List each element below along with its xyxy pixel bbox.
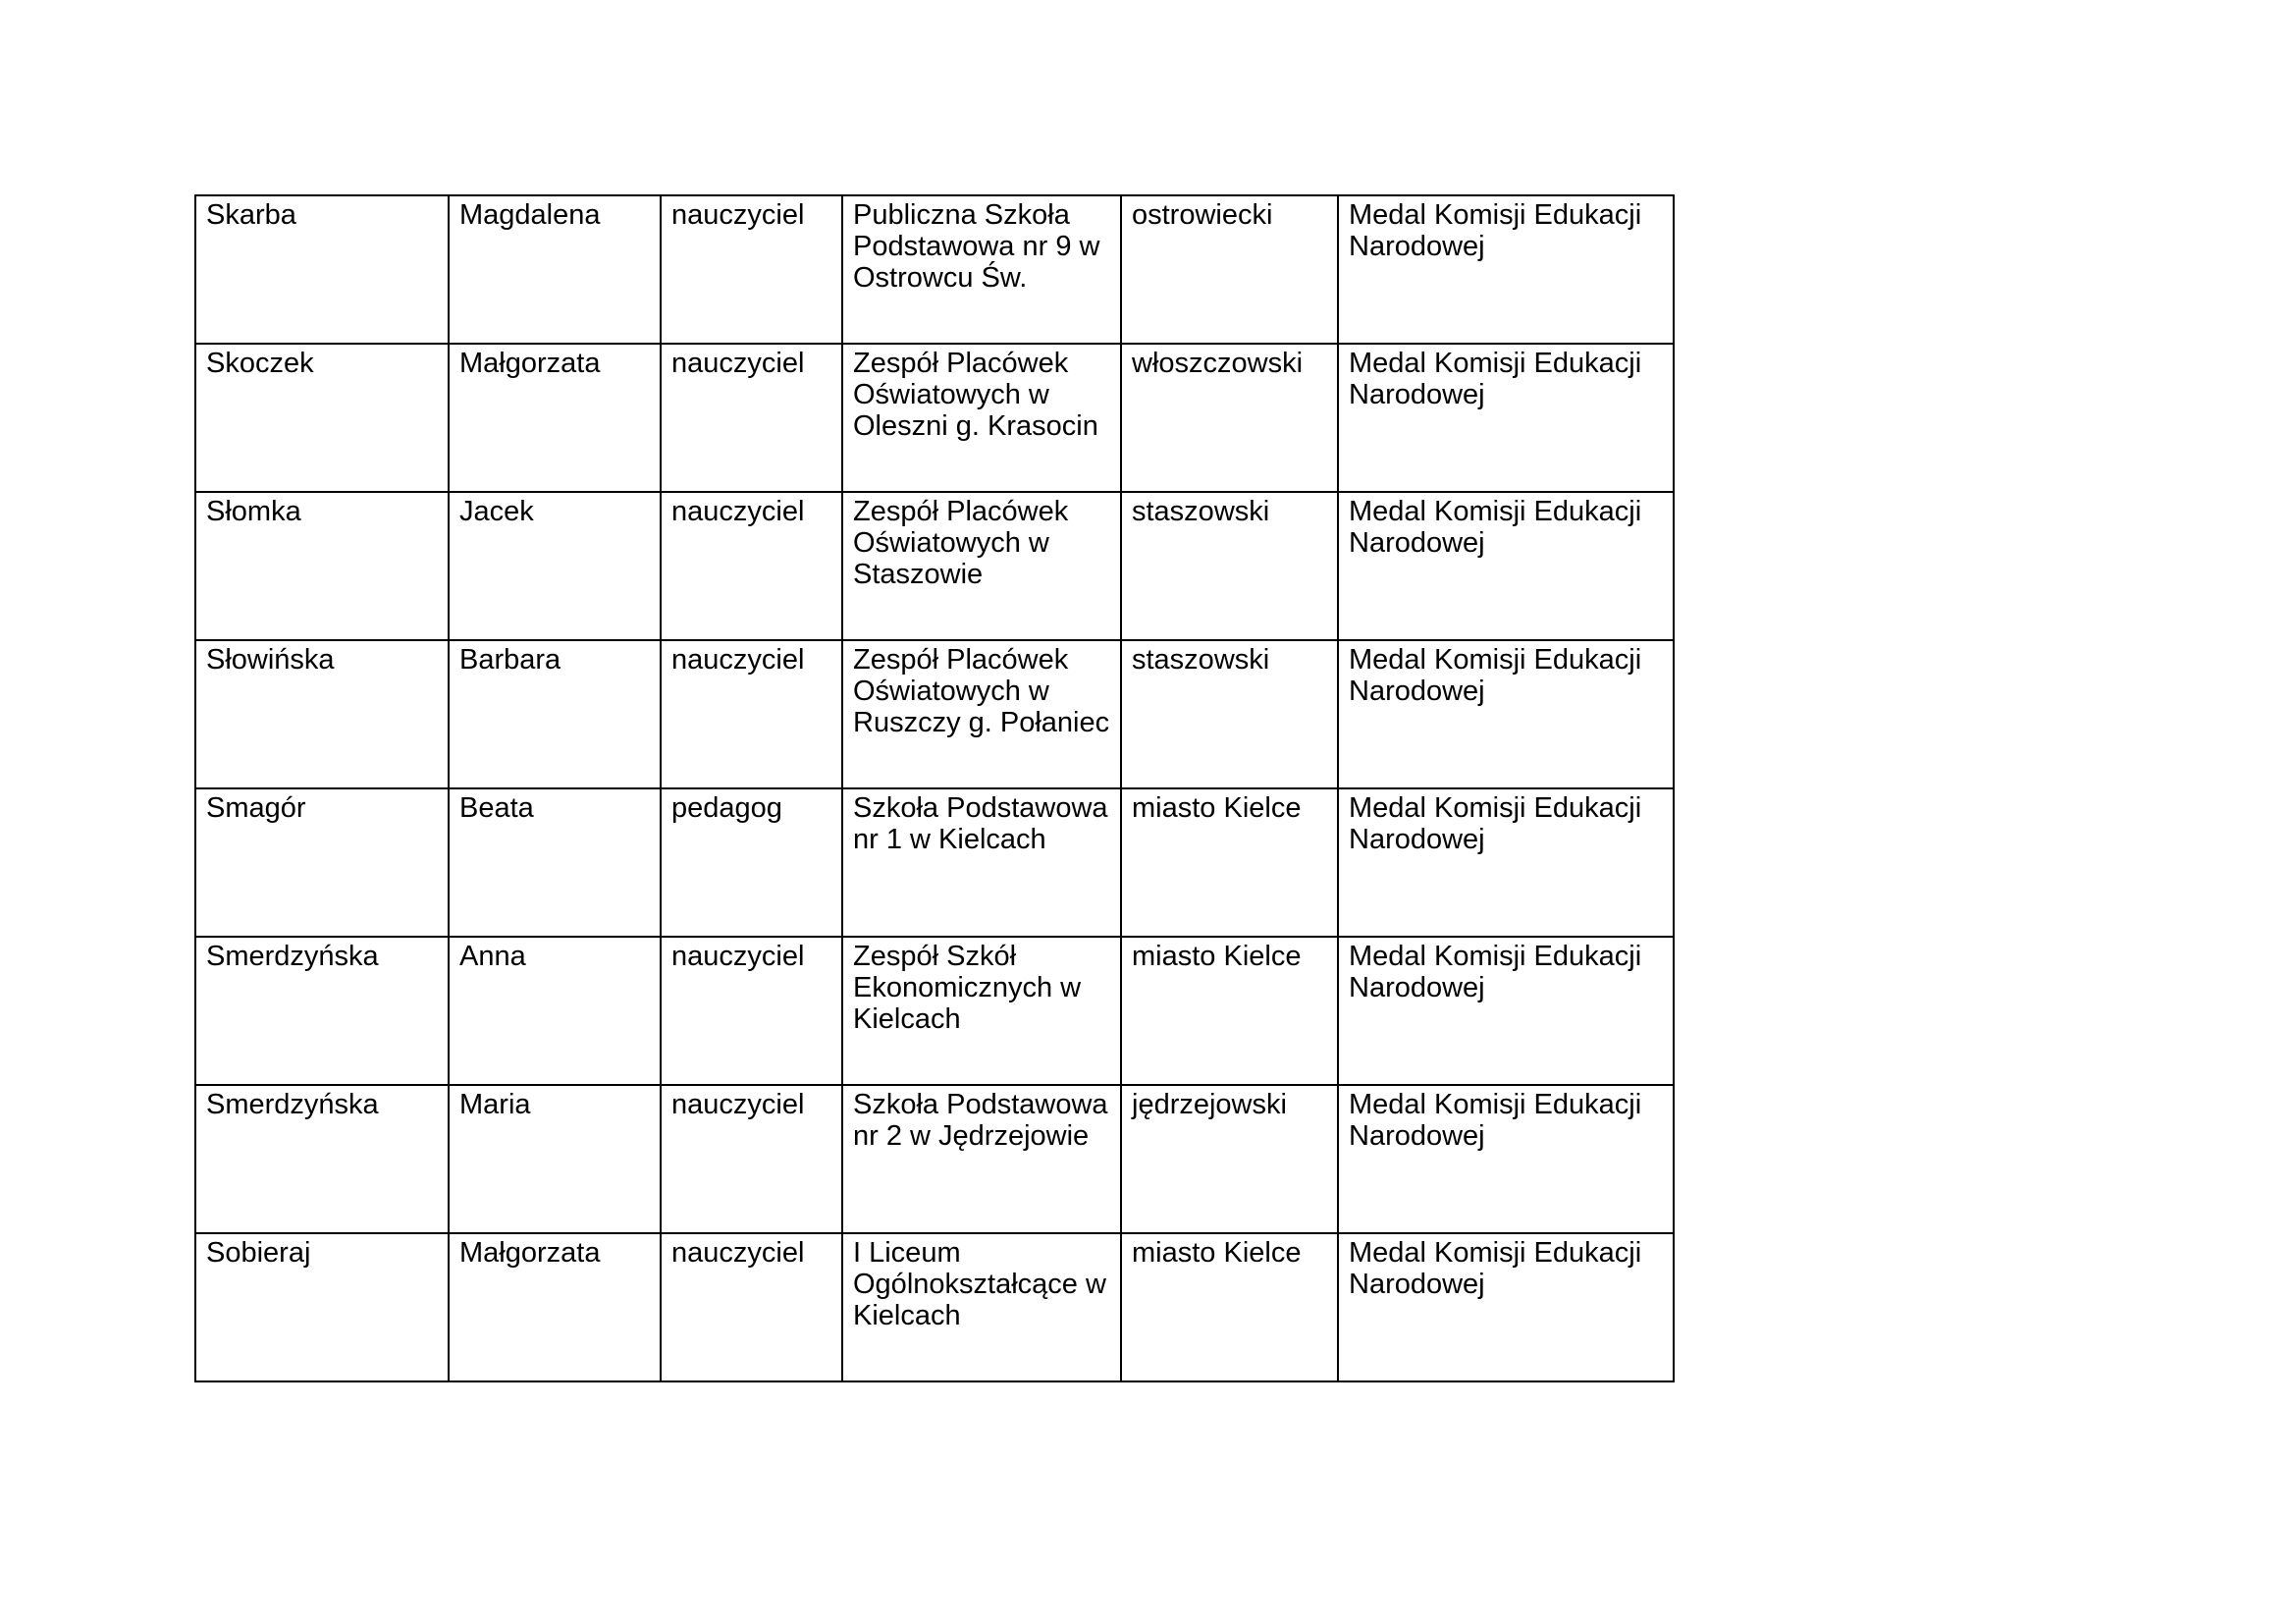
first-name-text: Maria xyxy=(459,1089,531,1120)
school-cell xyxy=(842,640,1121,788)
award-text: Medal Komisji Edukacji Narodowej xyxy=(1349,644,1642,707)
table-row xyxy=(195,1233,1674,1381)
position-cell xyxy=(661,1085,842,1233)
award-text: Medal Komisji Edukacji Narodowej xyxy=(1349,941,1642,1003)
school-cell xyxy=(842,937,1121,1085)
surname-text: Sobieraj xyxy=(206,1237,311,1269)
surname-cell xyxy=(195,937,449,1085)
district-cell xyxy=(1121,344,1338,492)
awards-table xyxy=(194,194,1675,1382)
school-text: Zespół Placówek Oświatowych w Oleszni g. Krasocin xyxy=(853,348,1098,442)
school-text: I Liceum Ogólnokształcące w Kielcach xyxy=(853,1237,1106,1331)
district-text: staszowski xyxy=(1132,644,1270,676)
district-text: ostrowiecki xyxy=(1132,199,1273,231)
district-text: włoszczowski xyxy=(1132,348,1304,379)
district-cell xyxy=(1121,1233,1338,1381)
award-text: Medal Komisji Edukacji Narodowej xyxy=(1349,496,1642,559)
school-text: Szkoła Podstawowa nr 2 w Jędrzejowie xyxy=(853,1089,1108,1152)
table-row xyxy=(195,344,1674,492)
school-cell xyxy=(842,195,1121,344)
surname-cell xyxy=(195,1233,449,1381)
first-name-cell xyxy=(449,344,661,492)
surname-text: Słomka xyxy=(206,496,301,527)
surname-cell xyxy=(195,788,449,937)
surname-cell xyxy=(195,344,449,492)
district-cell xyxy=(1121,788,1338,937)
first-name-text: Beata xyxy=(459,792,534,824)
award-text: Medal Komisji Edukacji Narodowej xyxy=(1349,1089,1642,1152)
surname-text: Smagór xyxy=(206,792,306,824)
position-cell xyxy=(661,788,842,937)
first-name-cell xyxy=(449,788,661,937)
first-name-text: Jacek xyxy=(459,496,534,527)
school-text: Szkoła Podstawowa nr 1 w Kielcach xyxy=(853,792,1108,855)
award-cell xyxy=(1338,937,1674,1085)
position-text: nauczyciel xyxy=(671,644,805,676)
district-cell xyxy=(1121,492,1338,640)
award-cell xyxy=(1338,344,1674,492)
position-text: nauczyciel xyxy=(671,199,805,231)
position-text: nauczyciel xyxy=(671,348,805,379)
first-name-cell xyxy=(449,1085,661,1233)
district-cell xyxy=(1121,1085,1338,1233)
school-cell xyxy=(842,1233,1121,1381)
position-text: nauczyciel xyxy=(671,496,805,527)
surname-text: Skarba xyxy=(206,199,296,231)
school-text: Zespół Placówek Oświatowych w Staszowie xyxy=(853,496,1069,590)
table-row xyxy=(195,788,1674,937)
award-cell xyxy=(1338,1233,1674,1381)
award-text: Medal Komisji Edukacji Narodowej xyxy=(1349,348,1642,410)
school-cell xyxy=(842,492,1121,640)
position-cell xyxy=(661,1233,842,1381)
district-cell xyxy=(1121,195,1338,344)
position-text: nauczyciel xyxy=(671,1237,805,1269)
position-text: pedagog xyxy=(671,792,782,824)
position-cell xyxy=(661,195,842,344)
school-text: Zespół Szkół Ekonomicznych w Kielcach xyxy=(853,941,1082,1035)
school-cell xyxy=(842,1085,1121,1233)
district-cell xyxy=(1121,937,1338,1085)
district-text: jędrzejowski xyxy=(1132,1089,1287,1120)
first-name-cell xyxy=(449,195,661,344)
first-name-text: Małgorzata xyxy=(459,1237,601,1269)
surname-text: Skoczek xyxy=(206,348,314,379)
school-cell xyxy=(842,344,1121,492)
award-text: Medal Komisji Edukacji Narodowej xyxy=(1349,792,1642,855)
district-cell xyxy=(1121,640,1338,788)
award-cell xyxy=(1338,492,1674,640)
award-cell xyxy=(1338,1085,1674,1233)
award-text: Medal Komisji Edukacji Narodowej xyxy=(1349,1237,1642,1300)
school-cell xyxy=(842,788,1121,937)
district-text: miasto Kielce xyxy=(1132,1237,1302,1269)
surname-cell xyxy=(195,492,449,640)
surname-cell xyxy=(195,195,449,344)
surname-text: Smerdzyńska xyxy=(206,1089,379,1120)
table-row xyxy=(195,937,1674,1085)
award-text: Medal Komisji Edukacji Narodowej xyxy=(1349,199,1642,262)
surname-text: Słowińska xyxy=(206,644,335,676)
district-text: miasto Kielce xyxy=(1132,792,1302,824)
school-text: Zespół Placówek Oświatowych w Ruszczy g. Połaniec xyxy=(853,644,1110,738)
first-name-cell xyxy=(449,1233,661,1381)
position-text: nauczyciel xyxy=(671,941,805,972)
first-name-text: Anna xyxy=(459,941,526,972)
award-cell xyxy=(1338,640,1674,788)
first-name-text: Małgorzata xyxy=(459,348,601,379)
position-text: nauczyciel xyxy=(671,1089,805,1120)
table-row xyxy=(195,195,1674,344)
first-name-text: Barbara xyxy=(459,644,561,676)
first-name-cell xyxy=(449,640,661,788)
first-name-text: Magdalena xyxy=(459,199,601,231)
position-cell xyxy=(661,640,842,788)
district-text: miasto Kielce xyxy=(1132,941,1302,972)
award-cell xyxy=(1338,195,1674,344)
surname-cell xyxy=(195,640,449,788)
first-name-cell xyxy=(449,492,661,640)
district-text: staszowski xyxy=(1132,496,1270,527)
table-row xyxy=(195,1085,1674,1233)
position-cell xyxy=(661,344,842,492)
position-cell xyxy=(661,492,842,640)
school-text: Publiczna Szkoła Podstawowa nr 9 w Ostrowcu Św. xyxy=(853,199,1100,294)
first-name-cell xyxy=(449,937,661,1085)
surname-cell xyxy=(195,1085,449,1233)
table-row xyxy=(195,492,1674,640)
award-cell xyxy=(1338,788,1674,937)
surname-text: Smerdzyńska xyxy=(206,941,379,972)
position-cell xyxy=(661,937,842,1085)
table-row xyxy=(195,640,1674,788)
